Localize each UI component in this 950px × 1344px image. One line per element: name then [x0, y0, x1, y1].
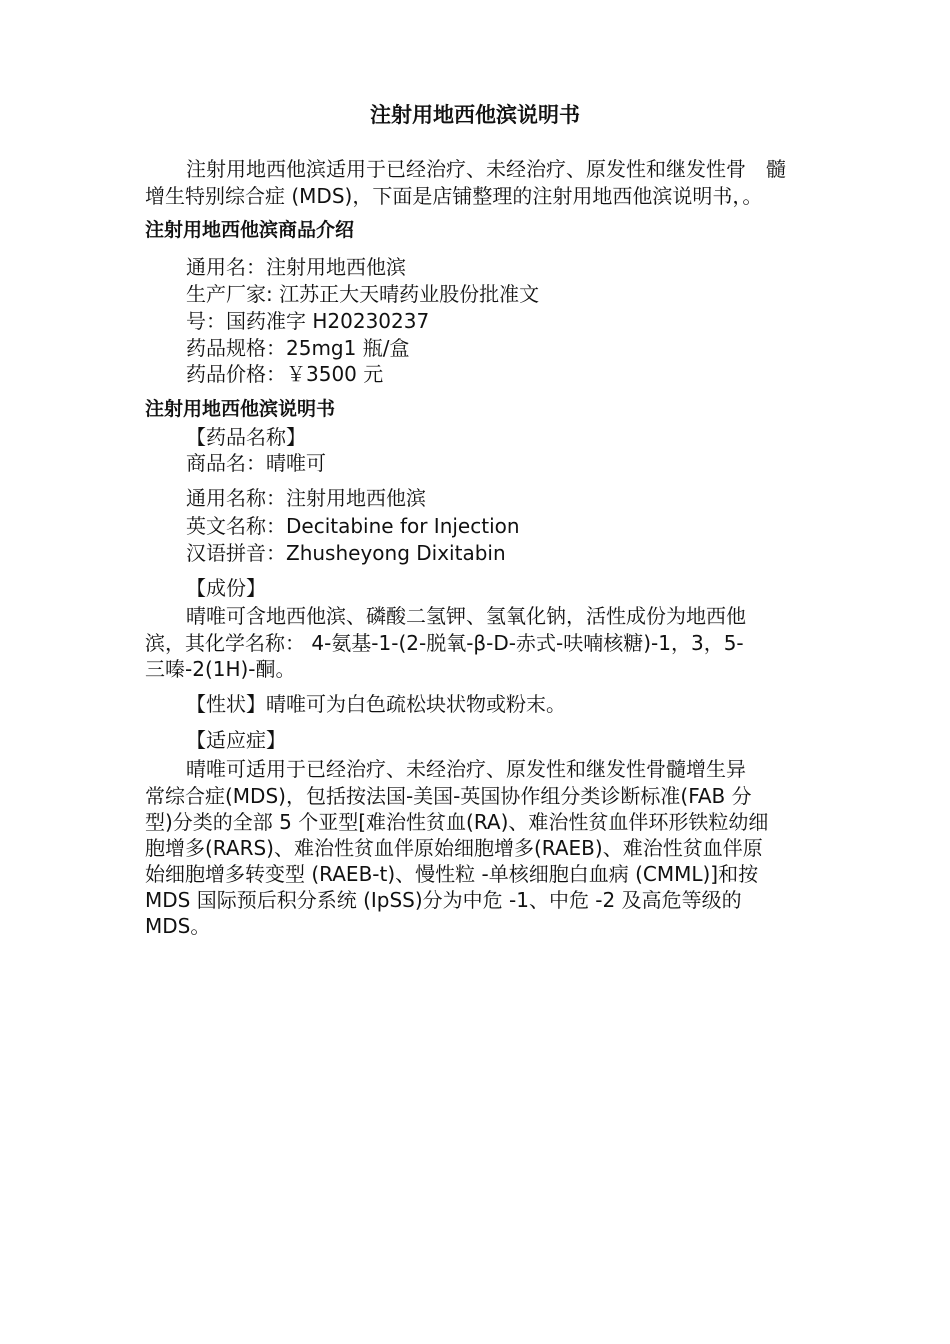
indications-line-4: 胞增多(RARS)、难治性贫血伴原始细胞增多(RAEB)、难治性贫血伴原 [145, 836, 763, 860]
indications-line-2: 常综合症(MDS)，包括按法国-美国-英国协作组分类诊断标准(FAB 分 [145, 784, 752, 808]
indications-line-7: MDS。 [145, 914, 211, 938]
pinyin-line: 汉语拼音：Zhusheyong Dixitabin [186, 541, 506, 565]
document-title: 注射用地西他滨说明书 [370, 103, 580, 127]
product-intro-heading: 注射用地西他滨商品介绍 [145, 219, 355, 241]
composition-label: 【成份】 [186, 576, 266, 600]
appearance-line: 【性状】晴唯可为白色疏松块状物或粉末。 [186, 692, 566, 716]
indications-line-1: 晴唯可适用于已经治疗、未经治疗、原发性和继发性骨髓增生异 [186, 757, 746, 781]
indications-line-3: 型)分类的全部 5 个亚型[难治性贫血(RA)、难治性贫血伴环形铁粒幼细 [145, 810, 769, 834]
drug-name-section-label: 【药品名称】 [186, 425, 306, 449]
generic-name-line: 通用名称：注射用地西他滨 [186, 486, 426, 510]
indications-label: 【适应症】 [186, 728, 286, 752]
price-line: 药品价格：￥3500 元 [186, 362, 384, 386]
english-name-line: 英文名称：Decitabine for Injection [186, 514, 520, 538]
common-name-line: 通用名：注射用地西他滨 [186, 255, 406, 279]
trade-name-line: 商品名：晴唯可 [186, 451, 326, 475]
manual-heading: 注射用地西他滨说明书 [145, 398, 336, 420]
intro-line-2: 增生特别综合症 (MDS)，下面是店铺整理的注射用地西他滨说明书，。 [145, 184, 763, 208]
composition-line-3: 三嗪-2(1H)-酮。 [145, 657, 296, 681]
spec-line: 药品规格：25mg1 瓶/盒 [186, 336, 410, 360]
composition-line-2: 滨，其化学名称： 4-氨基-1-(2-脱氧-β-D-赤式-呋喃核糖)-1，3，5- [145, 631, 744, 655]
indications-line-6: MDS 国际预后积分系统 (IpSS)分为中危 -1、中危 -2 及高危等级的 [145, 888, 742, 912]
manufacturer-line: 生产厂家: 江苏正大天晴药业股份批准文 [186, 282, 540, 306]
approval-number-line: 号：国药准字 H20230237 [186, 309, 430, 333]
composition-line-1: 晴唯可含地西他滨、磷酸二氢钾、氢氧化钠，活性成份为地西他 [186, 604, 746, 628]
intro-line-1: 注射用地西他滨适用于已经治疗、未经治疗、原发性和继发性骨 髓 [186, 157, 786, 181]
indications-line-5: 始细胞增多转变型 (RAEB-t)、慢性粒 -单核细胞白血病 (CMML)]和按 [145, 862, 759, 886]
